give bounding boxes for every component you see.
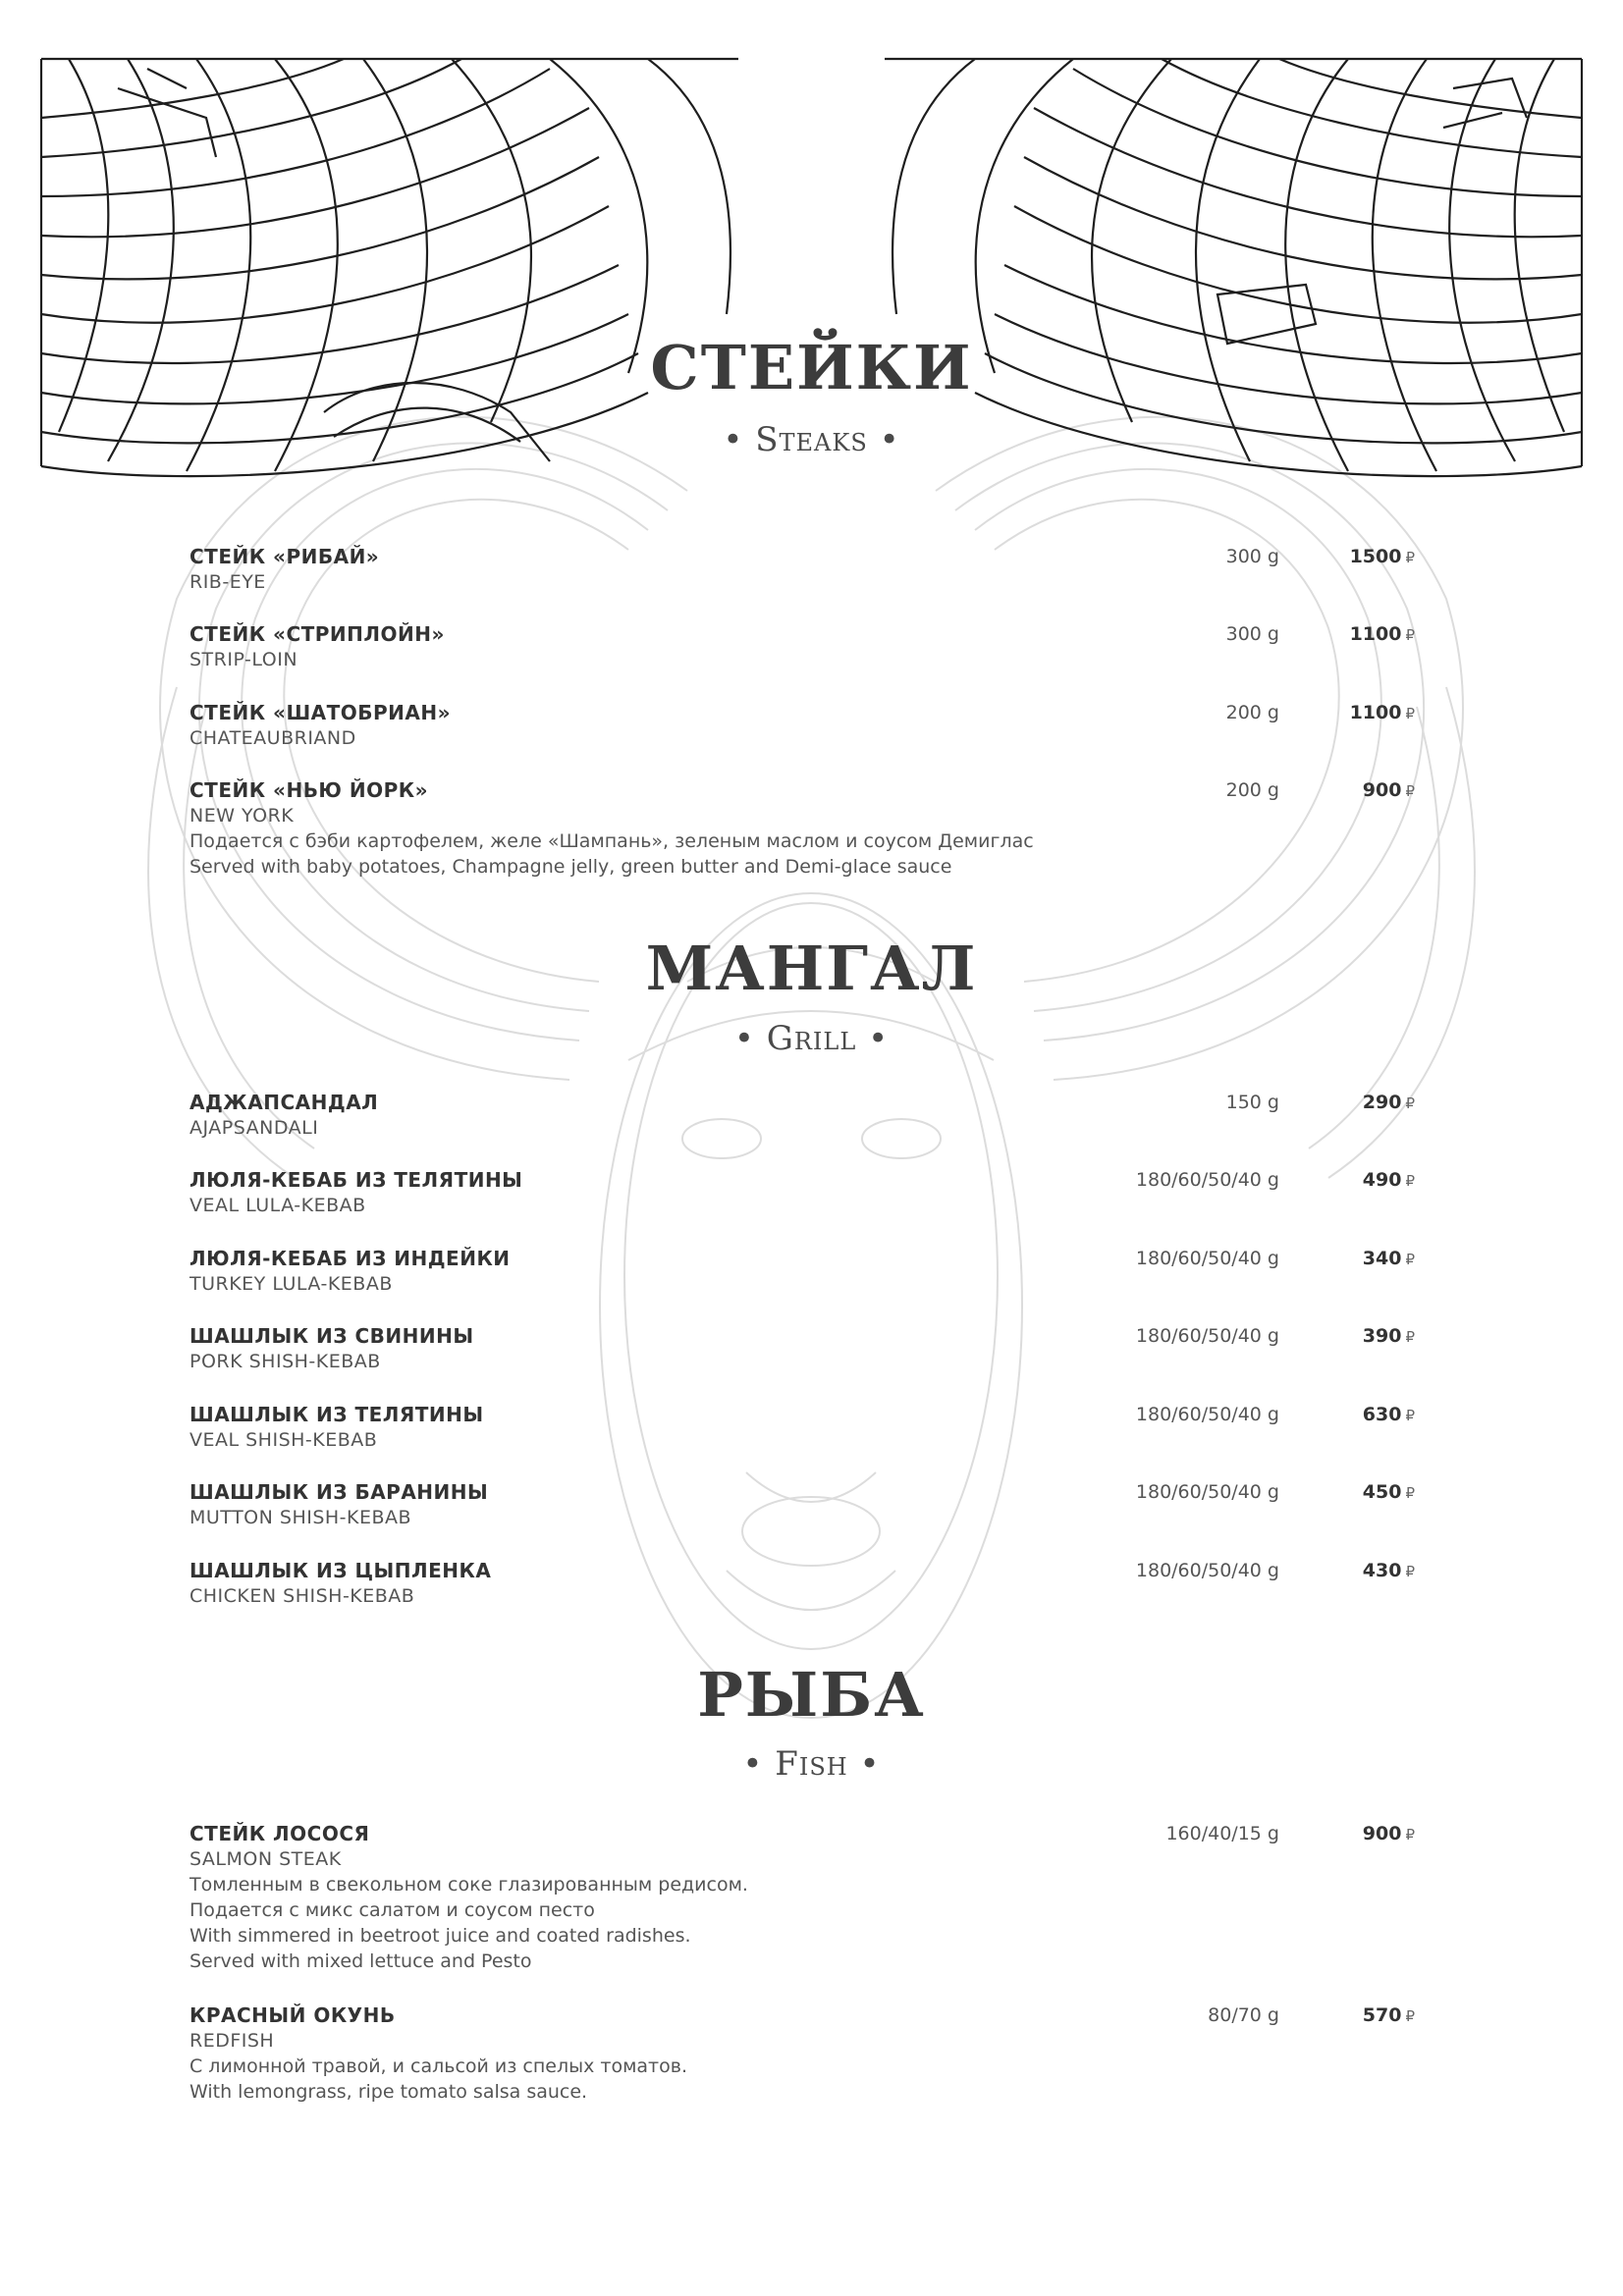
item-price [1297,1167,1415,1194]
item-name: СТЕЙК «ШАТОБРИАН» [189,701,452,724]
top-right-horn [885,59,1582,476]
section-subtitle-steaks: • Steaks • [723,420,900,459]
item-description-en: With simmered in beetroot juice and coated radishes. [189,1925,691,1947]
currency-symbol: ₽ [1405,549,1415,566]
item-price [1297,1402,1415,1428]
currency-symbol: ₽ [1405,782,1415,800]
item-description-ru: Подается с бэби картофелем, желе «Шампань», зеленым маслом и соусом Демиглас [189,830,1034,852]
price-value: 1100 [1349,623,1402,645]
section-subtitle-fish: • Fish • [742,1744,881,1784]
price-value: 900 [1362,1823,1402,1844]
item-name: ЛЮЛЯ-КЕБАБ ИЗ ТЕЛЯТИНЫ [189,1168,523,1192]
item-name: КРАСНЫЙ ОКУНЬ [189,2003,396,2027]
menu-item [189,1090,1427,1141]
currency-symbol: ₽ [1405,1328,1415,1346]
currency-symbol: ₽ [1405,1563,1415,1580]
item-name-en: VEAL LULA-KEBAB [189,1195,366,1216]
item-name: АДЖАПСАНДАЛ [189,1091,379,1114]
item-name-en: RIB-EYE [189,571,266,593]
section-subtitle-grill: • Grill • [733,1019,890,1058]
price-value: 390 [1362,1325,1402,1347]
item-weight: 160/40/15 g [1165,1823,1279,1844]
item-name-en: CHATEAUBRIAND [189,727,356,749]
item-name-en: REDFISH [189,2030,275,2052]
item-weight: 180/60/50/40 g [1135,1404,1279,1425]
item-weight: 200 g [1225,779,1279,801]
currency-symbol: ₽ [1405,2007,1415,2025]
item-name-en: NEW YORK [189,805,295,827]
menu-item [189,1167,1427,1218]
item-price [1297,1246,1415,1272]
item-name: ШАШЛЫК ИЗ СВИНИНЫ [189,1324,474,1348]
price-value: 1100 [1349,702,1402,723]
price-value: 450 [1362,1481,1402,1503]
price-value: 900 [1362,779,1402,801]
section-title-steaks: СТЕЙКИ [650,332,973,403]
item-price [1297,1479,1415,1506]
item-description-ru: Подается с микс салатом и соусом песто [189,1899,595,1921]
item-name-en: SALMON STEAK [189,1848,342,1870]
menu-item [189,1821,1427,1974]
item-weight: 300 g [1225,623,1279,645]
item-description-en: Served with baby potatoes, Champagne jelly, green butter and Demi-glace sauce [189,856,952,878]
item-name-en: STRIP-LOIN [189,649,298,670]
item-description-en: Served with mixed lettuce and Pesto [189,1950,532,1972]
item-name: СТЕЙК ЛОСОСЯ [189,1822,370,1845]
menu-item [189,1402,1427,1453]
price-value: 340 [1362,1248,1402,1269]
top-left-horn [41,59,738,476]
item-name-en: VEAL SHISH-KEBAB [189,1429,378,1451]
price-value: 1500 [1349,546,1402,567]
item-name-en: MUTTON SHISH-KEBAB [189,1507,412,1528]
item-price [1297,621,1415,648]
currency-symbol: ₽ [1405,626,1415,644]
item-description-ru: С лимонной травой, и сальсой из спелых томатов. [189,2056,687,2077]
currency-symbol: ₽ [1405,1251,1415,1268]
currency-symbol: ₽ [1405,1826,1415,1843]
section-title-fish: РЫБА [697,1659,926,1731]
currency-symbol: ₽ [1405,1095,1415,1112]
menu-item [189,777,1427,880]
menu-item [189,1246,1427,1297]
menu-item [189,1479,1427,1530]
item-weight: 150 g [1225,1092,1279,1113]
item-name: ШАШЛЫК ИЗ БАРАНИНЫ [189,1480,489,1504]
item-name-en: PORK SHISH-KEBAB [189,1351,381,1372]
item-weight: 180/60/50/40 g [1135,1169,1279,1191]
item-weight: 80/70 g [1208,2004,1279,2026]
item-price [1297,1558,1415,1584]
item-name: СТЕЙК «РИБАЙ» [189,545,380,568]
section-title-grill: МАНГАЛ [645,933,978,1004]
item-weight: 180/60/50/40 g [1135,1325,1279,1347]
item-description-en: With lemongrass, ripe tomato salsa sauce. [189,2081,588,2103]
item-description-ru: Томленным в свекольном соке глазированным редисом. [189,1874,748,1896]
item-weight: 300 g [1225,546,1279,567]
menu-item [189,700,1427,751]
item-price [1297,1821,1415,1847]
price-value: 290 [1362,1092,1402,1113]
item-weight: 180/60/50/40 g [1135,1481,1279,1503]
item-name-en: AJAPSANDALI [189,1117,319,1139]
menu-item [189,544,1427,595]
price-value: 630 [1362,1404,1402,1425]
item-name: ШАШЛЫК ИЗ ТЕЛЯТИНЫ [189,1403,484,1426]
item-name: ШАШЛЫК ИЗ ЦЫПЛЕНКА [189,1559,492,1582]
menu-item [189,2002,1427,2105]
item-price [1297,2002,1415,2029]
item-name-en: TURKEY LULA-KEBAB [189,1273,393,1295]
item-price [1297,1323,1415,1350]
item-weight: 200 g [1225,702,1279,723]
item-weight: 180/60/50/40 g [1135,1248,1279,1269]
item-price [1297,777,1415,804]
item-name-en: CHICKEN SHISH-KEBAB [189,1585,415,1607]
price-value: 490 [1362,1169,1402,1191]
menu-item [189,621,1427,672]
item-price [1297,1090,1415,1116]
item-price [1297,700,1415,726]
price-value: 430 [1362,1560,1402,1581]
menu-item [189,1558,1427,1609]
item-weight: 180/60/50/40 g [1135,1560,1279,1581]
currency-symbol: ₽ [1405,1172,1415,1190]
item-name: СТЕЙК «СТРИПЛОЙН» [189,622,445,646]
currency-symbol: ₽ [1405,1407,1415,1424]
item-name: ЛЮЛЯ-КЕБАБ ИЗ ИНДЕЙКИ [189,1247,511,1270]
currency-symbol: ₽ [1405,1484,1415,1502]
price-value: 570 [1362,2004,1402,2026]
item-price [1297,544,1415,570]
item-name: СТЕЙК «НЬЮ ЙОРК» [189,778,429,802]
currency-symbol: ₽ [1405,705,1415,722]
menu-item [189,1323,1427,1374]
